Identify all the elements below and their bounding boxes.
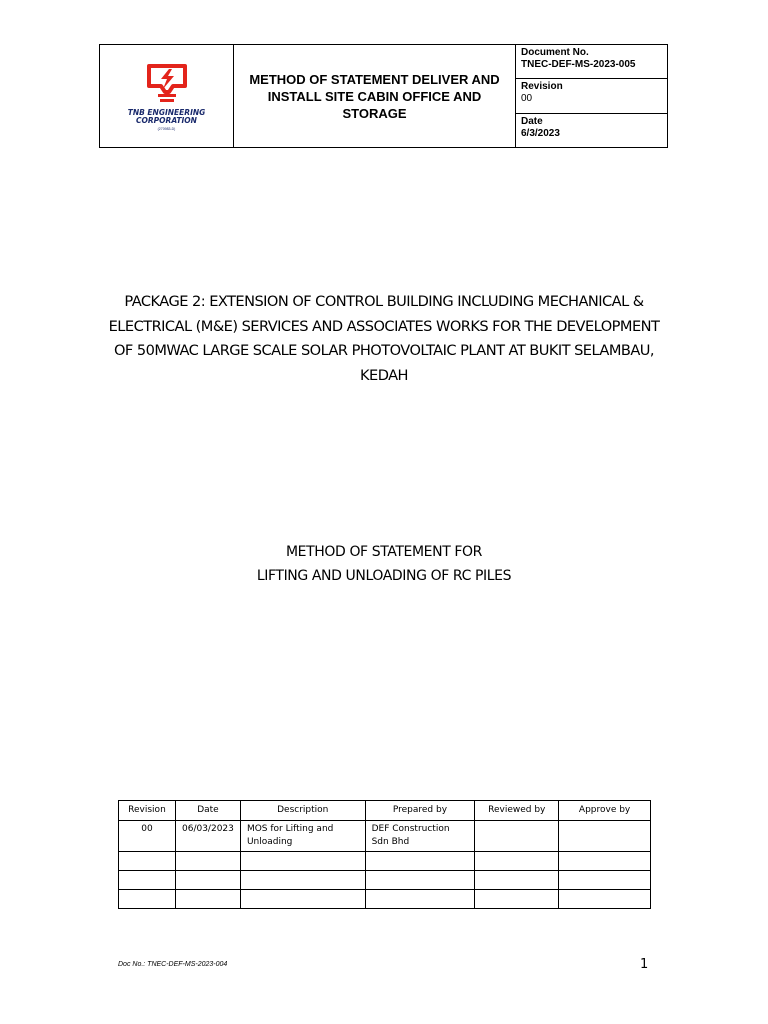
mos-title-line: METHOD OF STATEMENT FOR (285, 544, 482, 560)
table-row (119, 890, 651, 909)
table-row (119, 821, 651, 852)
document-no-value: TNEC-DEF-MS-2023-005 (521, 59, 636, 70)
table-cell (119, 871, 176, 890)
document-no-row (516, 45, 667, 79)
table-cell (559, 890, 651, 909)
document-no-label: Document No. (521, 47, 589, 58)
table-cell (240, 871, 365, 890)
table-cell (559, 852, 651, 871)
table-cell (475, 821, 559, 852)
column-header: Reviewed by (475, 801, 559, 821)
table-cell (119, 890, 176, 909)
revision-row (516, 79, 667, 113)
table-cell (475, 852, 559, 871)
revision-value: 00 (521, 93, 533, 105)
project-line: KEDAH (360, 366, 408, 384)
logo-registration: (270983-D) (157, 126, 176, 131)
table-cell (240, 852, 365, 871)
table-cell (365, 852, 475, 871)
revision-table (118, 800, 651, 909)
table-cell: DEF Construction Sdn Bhd (365, 821, 475, 852)
document-header (99, 44, 668, 148)
footer-doc-no: Doc No.: TNEC-DEF-MS-2023-004 (118, 961, 228, 968)
date-label: Date (521, 115, 543, 127)
table-cell (240, 890, 365, 909)
column-header: Revision (119, 801, 176, 821)
project-line: PACKAGE 2: EXTENSION OF CONTROL BUILDING INCLUDING MECHANICAL & (124, 293, 644, 310)
revision-label: Revision (521, 81, 563, 93)
table-cell (365, 871, 475, 890)
table-cell (119, 852, 176, 871)
project-line: ELECTRICAL (M&E) SERVICES AND ASSOCIATES WORKS FOR THE DEVELOPMENT (108, 317, 660, 335)
project-description (100, 290, 668, 388)
table-row (119, 852, 651, 871)
table-cell (559, 871, 651, 890)
table-cell (475, 871, 559, 890)
table-cell (475, 890, 559, 909)
table-cell (365, 890, 475, 909)
logo-cell (100, 45, 234, 147)
column-header: Prepared by (365, 801, 475, 821)
table-cell: 06/03/2023 (175, 821, 240, 852)
date-row (516, 114, 667, 147)
column-header: Description (240, 801, 365, 821)
page-number: 1 (640, 957, 649, 972)
project-line: OF 50MWAC LARGE SCALE SOLAR PHOTOVOLTAIC PLANT AT BUKIT SELAMBAU, (113, 342, 654, 359)
document-meta (516, 45, 667, 147)
logo-company-name: TNB ENGINEERING CORPORATION (127, 107, 206, 125)
date-value: 6/3/2023 (521, 127, 560, 139)
table-row (119, 871, 651, 890)
table-header-row (119, 801, 651, 821)
column-header: Approve by (559, 801, 651, 821)
table-cell (175, 890, 240, 909)
table-cell (559, 821, 651, 852)
column-header: Date (175, 801, 240, 821)
table-cell: 00 (119, 821, 176, 852)
table-cell (175, 871, 240, 890)
document-title: METHOD OF STATEMENT DELIVER AND INSTALL SITE CABIN OFFICE AND STORAGE (234, 45, 516, 147)
tnb-logo-icon (139, 62, 195, 106)
mos-title (100, 540, 668, 588)
mos-title-line: LIFTING AND UNLOADING OF RC PILES (256, 568, 512, 584)
table-cell: MOS for Lifting and Unloading (240, 821, 365, 852)
table-cell (175, 852, 240, 871)
